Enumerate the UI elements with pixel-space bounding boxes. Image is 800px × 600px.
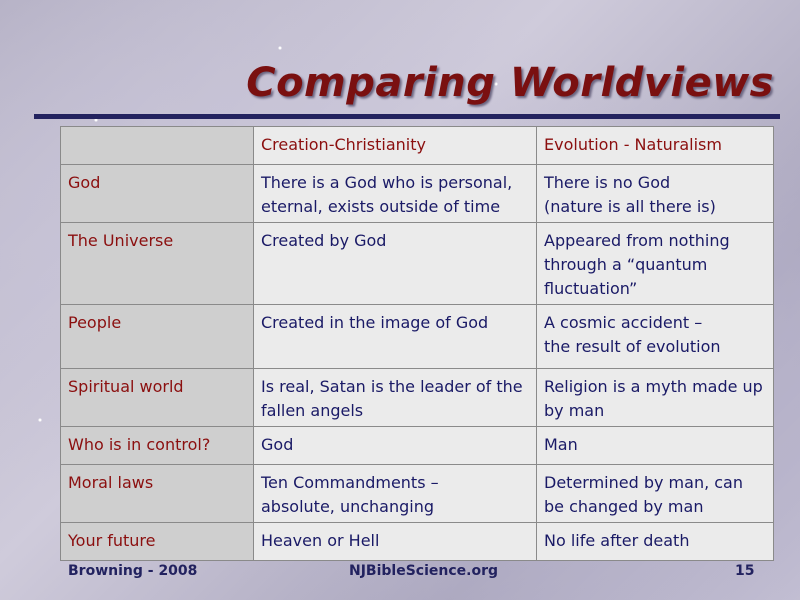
worldview-table: [60, 126, 774, 561]
creation-cell: God: [254, 427, 537, 465]
evolution-cell: Appeared from nothing through a “quantum fluctuation”: [537, 223, 774, 305]
row-label: The Universe: [61, 223, 254, 305]
creation-cell: Ten Commandments – absolute, unchanging: [254, 465, 537, 523]
header-cell-empty: [61, 127, 254, 165]
creation-cell: Is real, Satan is the leader of the fallen angels: [254, 369, 537, 427]
table-row: [61, 369, 774, 427]
creation-cell: There is a God who is personal, eternal, exists outside of time: [254, 165, 537, 223]
row-label: People: [61, 305, 254, 369]
table-row: [61, 165, 774, 223]
evolution-cell: A cosmic accident – the result of evolution: [537, 305, 774, 369]
table-row: [61, 223, 774, 305]
footer-site: NJBibleScience.org: [349, 563, 499, 579]
row-label: Who is in control?: [61, 427, 254, 465]
creation-cell: Created in the image of God: [254, 305, 537, 369]
table-header-row: [61, 127, 774, 165]
footer-author: Browning - 2008: [68, 563, 198, 579]
evolution-cell: There is no God (nature is all there is): [537, 165, 774, 223]
evolution-cell: No life after death: [537, 523, 774, 561]
title-rule: [34, 114, 780, 119]
row-label: God: [61, 165, 254, 223]
evolution-cell: Religion is a myth made up by man: [537, 369, 774, 427]
header-cell-evolution: Evolution - Naturalism: [537, 127, 774, 165]
table-row: [61, 427, 774, 465]
row-label: Your future: [61, 523, 254, 561]
creation-cell: Created by God: [254, 223, 537, 305]
row-label: Moral laws: [61, 465, 254, 523]
evolution-cell: Determined by man, can be changed by man: [537, 465, 774, 523]
slide-title: Comparing Worldviews: [246, 60, 774, 106]
row-label: Spiritual world: [61, 369, 254, 427]
creation-cell: Heaven or Hell: [254, 523, 537, 561]
page-number: 15: [735, 563, 755, 579]
header-cell-creation: Creation-Christianity: [254, 127, 537, 165]
table-row: [61, 465, 774, 523]
table-row: [61, 305, 774, 369]
evolution-cell: Man: [537, 427, 774, 465]
table-row: [61, 523, 774, 561]
